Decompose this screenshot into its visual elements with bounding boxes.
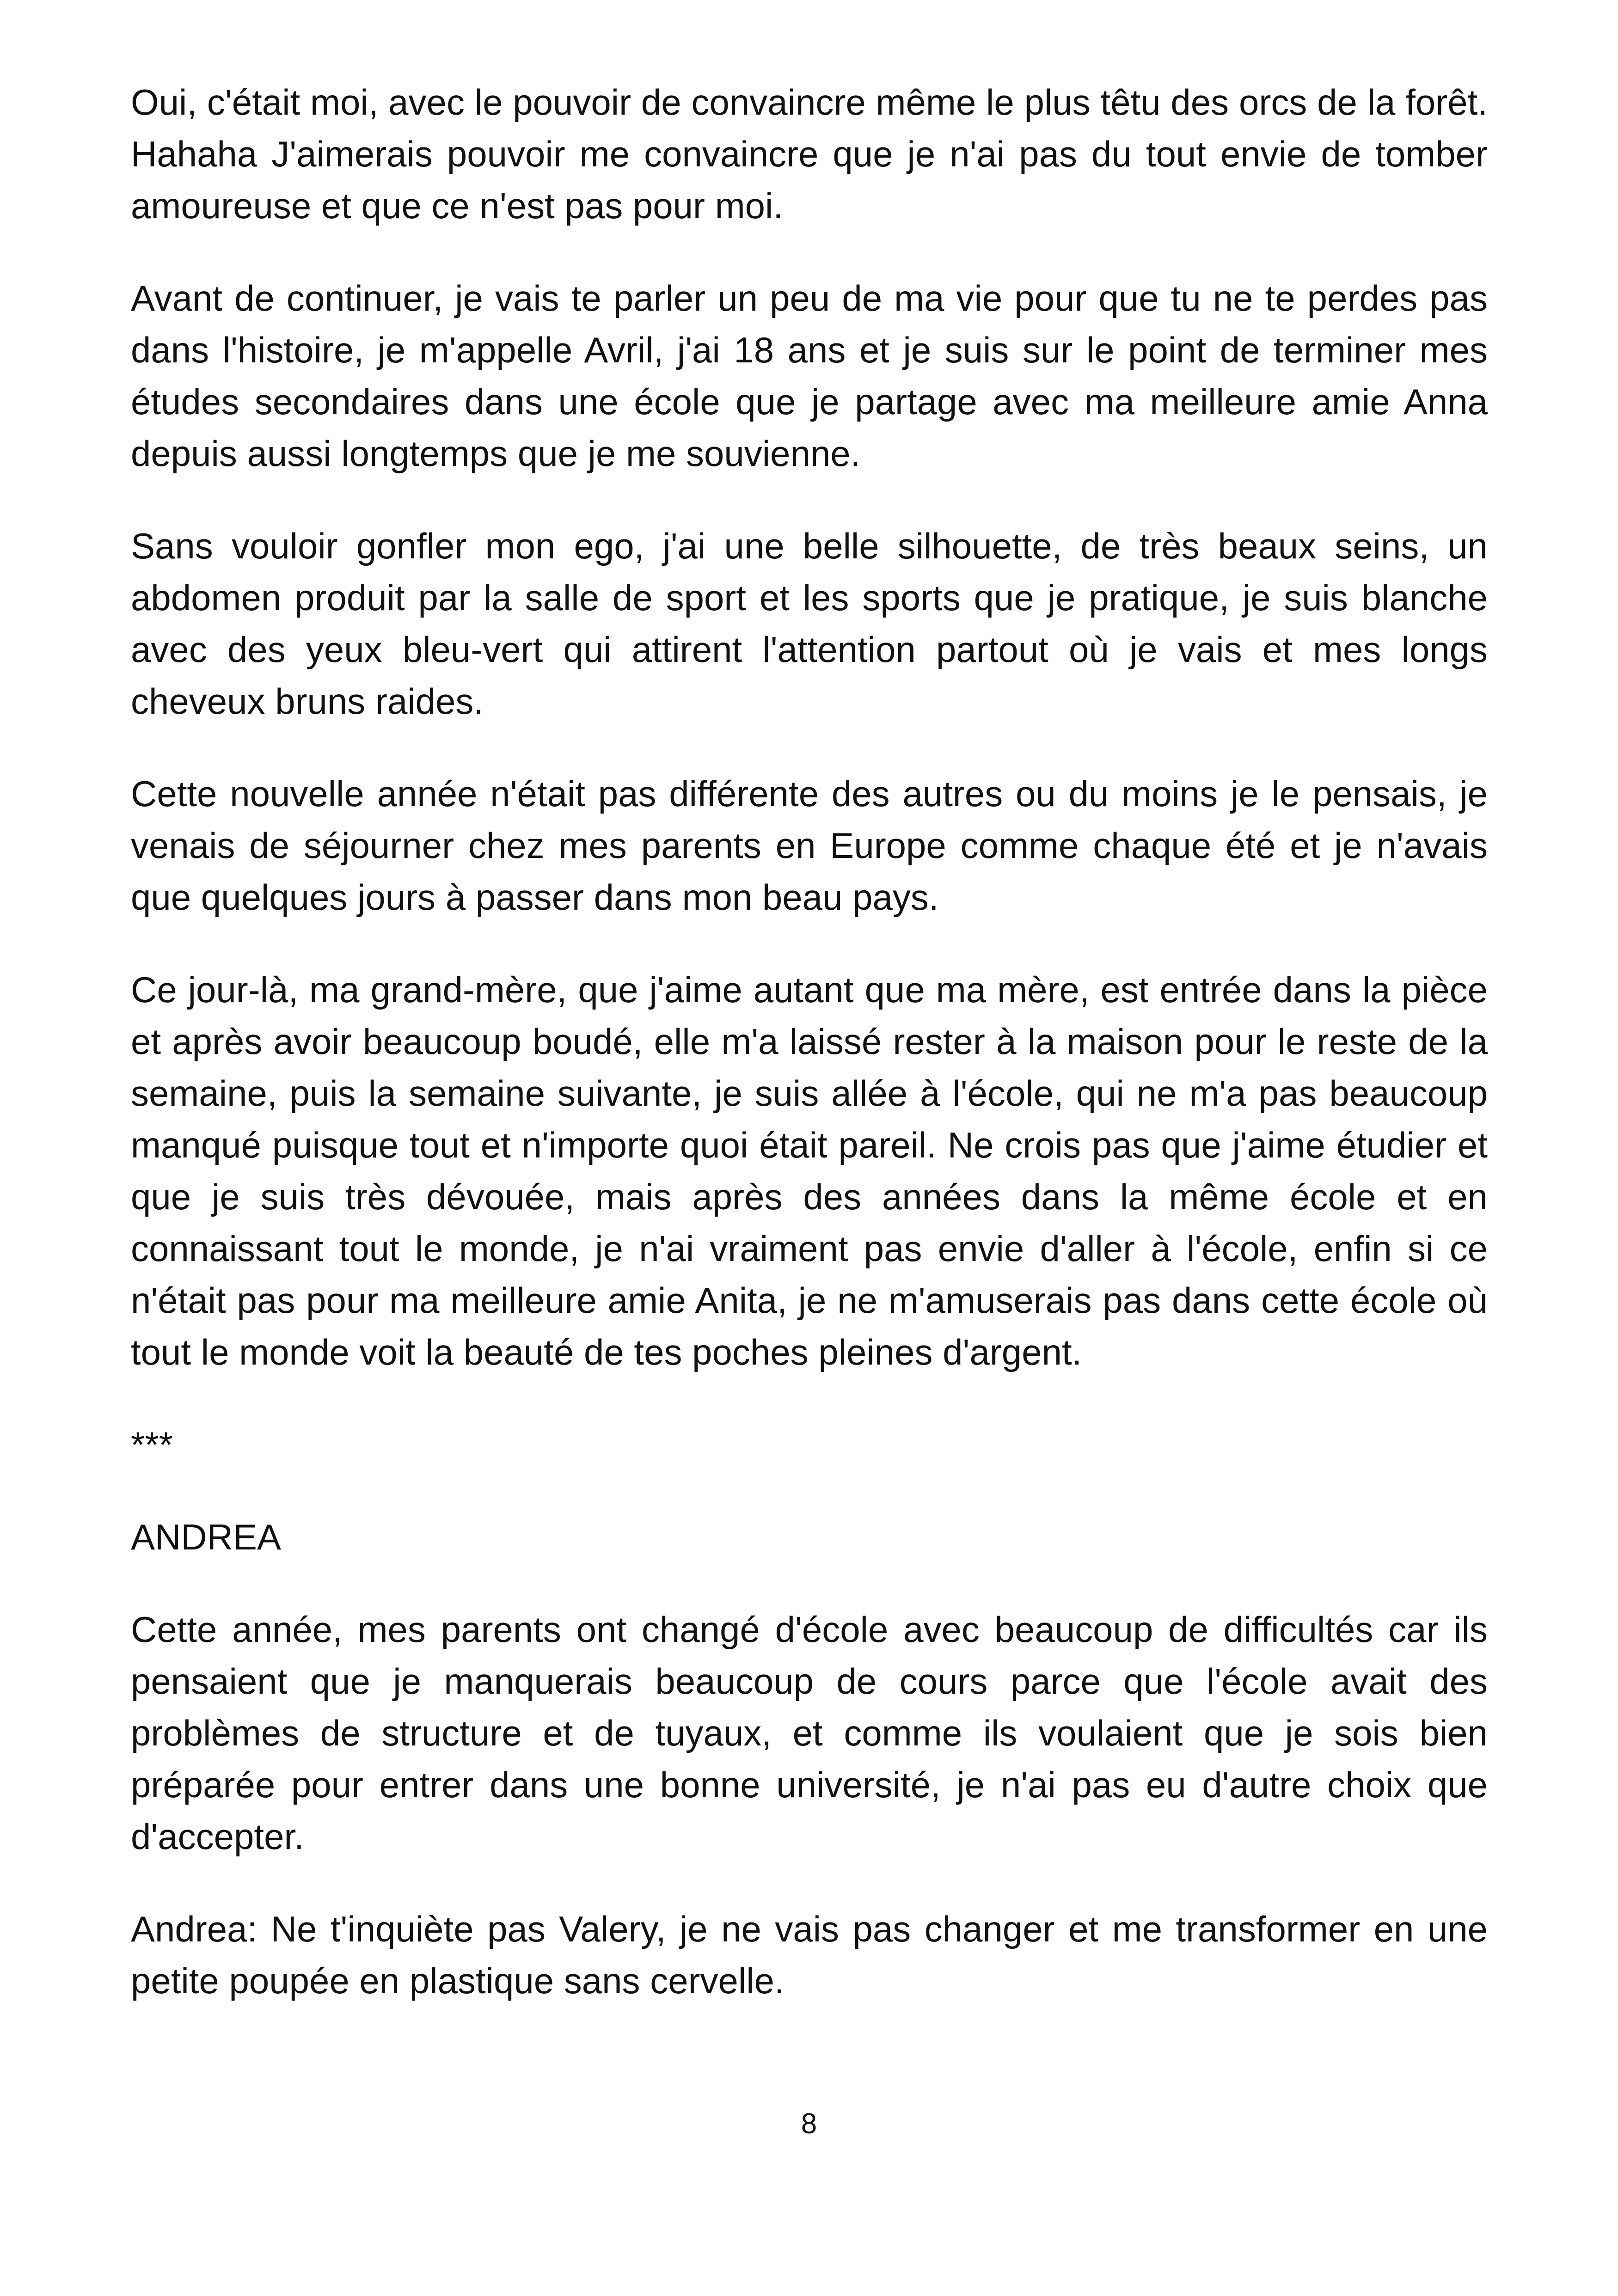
paragraph: Sans vouloir gonfler mon ego, j'ai une belle silhouette, de très beaux seins, un abdomen produit par la salle de sport et les sports que je pratique, je suis blanche avec des yeux bleu-vert qui attirent l'attention partout où je vais et mes longs cheveux bruns raides. — [131, 526, 1488, 722]
page-number: 8 — [801, 2108, 817, 2140]
paragraph: Oui, c'était moi, avec le pouvoir de convaincre même le plus têtu des orcs de la forêt. Hahaha J'aimerais pouvoir me convaincre que je n'ai pas du tout envie de tomber amoureuse et que ce n'est pas pour moi. — [131, 82, 1488, 226]
section-heading: ANDREA — [131, 1517, 282, 1557]
paragraph: Andrea: Ne t'inquiète pas Valery, je ne vais pas changer et me transformer en une petite poupée en plastique sans cervelle. — [131, 1909, 1488, 2001]
body-text — [131, 76, 1488, 2047]
paragraph: Cette année, mes parents ont changé d'école avec beaucoup de difficultés car ils pensaient que je manquerais beaucoup de cours parce que l'école avait des problèmes de structure et de tuyaux, et comme ils voulaient que je sois bien préparée pour entrer dans une bonne université, je n'ai pas eu d'autre choix que d'accepter. — [131, 1609, 1488, 1857]
scene-break: *** — [131, 1424, 173, 1465]
paragraph: Avant de continuer, je vais te parler un peu de ma vie pour que tu ne te perdes pas dans l'histoire, je m'appelle Avril, j'ai 18 ans et je suis sur le point de terminer mes études secondaires dans une école que je partage avec ma meilleure amie Anna depuis aussi longtemps que je me souvienne. — [131, 278, 1488, 474]
paragraph: Cette nouvelle année n'était pas différente des autres ou du moins je le pensais, je venais de séjourner chez mes parents en Europe comme chaque été et je n'avais que quelques jours à passer dans mon beau pays. — [131, 773, 1488, 918]
paragraph: Ce jour-là, ma grand-mère, que j'aime autant que ma mère, est entrée dans la pièce et après avoir beaucoup boudé, elle m'a laissé rester à la maison pour le reste de la semaine, puis la semaine suivante, je suis allée à l'école, qui ne m'a pas beaucoup manqué puisque tout et n'importe quoi était pareil. Ne crois pas que j'aime étudier et que je suis très dévouée, mais après des années dans la même école et en connaissant tout le monde, je n'ai vraiment pas envie d'aller à l'école, enfin si ce n'était pas pour ma meilleure amie Anita, je ne m'amuserais pas dans cette école où tout le monde voit la beauté de tes poches pleines d'argent. — [131, 969, 1488, 1372]
